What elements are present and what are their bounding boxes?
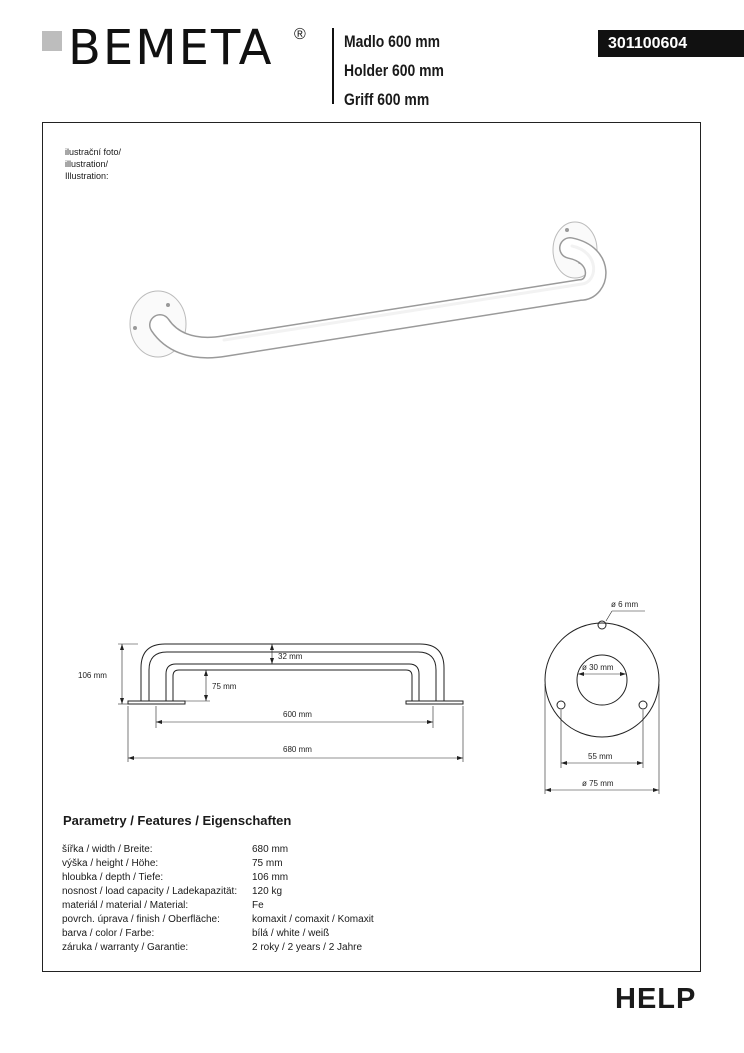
dim-inner-height: 75 mm bbox=[212, 682, 237, 691]
title-cz: Madlo 600 mm bbox=[344, 32, 441, 51]
dim-total-length: 680 mm bbox=[283, 745, 312, 754]
rosette-arrows bbox=[545, 672, 659, 792]
parameters-table bbox=[62, 843, 462, 955]
param-row bbox=[62, 857, 462, 871]
param-row bbox=[62, 913, 462, 927]
param-value: 120 kg bbox=[252, 886, 283, 897]
illustration-note-de: Illustration: bbox=[65, 171, 109, 181]
param-row bbox=[62, 885, 462, 899]
parameters-title: Parametry / Features / Eigenschaften bbox=[63, 813, 292, 828]
param-label: povrch. úprava / finish / Oberfläche: bbox=[62, 914, 220, 925]
param-label: hloubka / depth / Tiefe: bbox=[62, 872, 164, 883]
param-value: 2 roky / 2 years / 2 Jahre bbox=[252, 942, 363, 953]
param-value: Fe bbox=[252, 900, 264, 911]
rosette-dimensions bbox=[545, 611, 659, 794]
rosette-view bbox=[545, 621, 659, 737]
param-label: záruka / warranty / Garantie: bbox=[62, 942, 189, 953]
illustration-note-cz: ilustrační foto/ bbox=[65, 147, 122, 157]
product-photo bbox=[130, 222, 597, 357]
param-row bbox=[62, 843, 462, 857]
product-code: 301100604 bbox=[598, 30, 744, 57]
param-value: 106 mm bbox=[252, 872, 289, 883]
param-value: 680 mm bbox=[252, 844, 289, 855]
param-label: šířka / width / Breite: bbox=[62, 844, 153, 855]
dim-center-hole: ø 30 mm bbox=[582, 663, 614, 672]
param-row bbox=[62, 899, 462, 913]
dim-tube-offset: 32 mm bbox=[278, 652, 303, 661]
param-value: bílá / white / weiß bbox=[252, 928, 330, 939]
param-row bbox=[62, 871, 462, 885]
dim-side-height: 106 mm bbox=[78, 671, 107, 680]
registered-mark: ® bbox=[294, 26, 306, 43]
param-label: nosnost / load capacity / Ladekapazität: bbox=[62, 886, 238, 897]
param-label: materiál / material / Material: bbox=[62, 900, 189, 911]
title-en: Holder 600 mm bbox=[344, 61, 444, 80]
brand-name: BEMETA bbox=[68, 20, 274, 76]
param-value: komaxit / comaxit / Komaxit bbox=[252, 914, 374, 925]
dim-inner-length: 600 mm bbox=[283, 710, 312, 719]
title-de: Griff 600 mm bbox=[344, 90, 430, 109]
product-series: HELP bbox=[615, 983, 697, 1015]
dim-rosette: ø 75 mm bbox=[582, 779, 614, 788]
param-row bbox=[62, 927, 462, 941]
param-row bbox=[62, 941, 462, 955]
param-label: barva / color / Farbe: bbox=[62, 928, 155, 939]
param-label: výška / height / Höhe: bbox=[62, 858, 159, 869]
illustration-note-en: illustration/ bbox=[65, 159, 109, 169]
param-value: 75 mm bbox=[252, 858, 283, 869]
dim-hole: ø 6 mm bbox=[611, 600, 639, 609]
dim-hole-spacing: 55 mm bbox=[588, 752, 613, 761]
dimension-arrows bbox=[120, 644, 463, 760]
